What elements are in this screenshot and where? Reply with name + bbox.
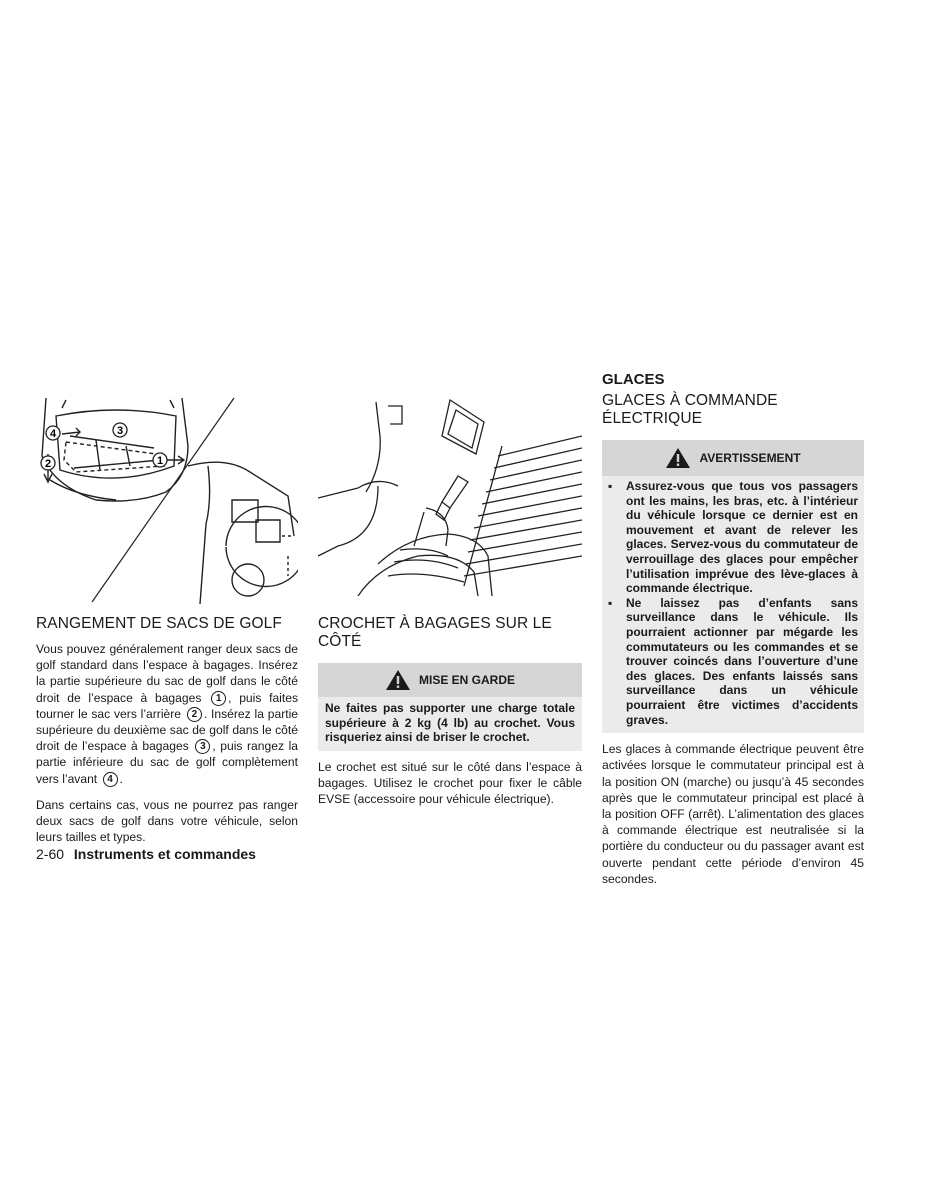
luggage-hook-paragraph: Le crochet est situé sur le côté dans l’espace à bagages. Utilisez le crochet pour fixer le câble EVSE (accessoire pour véhicule électrique). [318, 759, 582, 807]
golf-bag-illustration [36, 396, 298, 604]
windows-heading: GLACES [602, 371, 665, 388]
marker-4: 4 [103, 772, 118, 787]
warning-icon [665, 447, 691, 469]
power-windows-paragraph: Les glaces à commande électrique peuvent être activées lorsque le commutateur principal est à la position ON (marche) ou jusqu’à 45 secondes après que le commutateur principal est placé à la position OFF (arrêt). L’alimentation des glaces à commande électrique est neutralisée si la portière du conducteur ou du passager avant est ouverte pendant cette période d’environ 45 secondes. [602, 742, 864, 886]
warning-item: ▪ Assurez-vous que tous vos passagers ont les mains, les bras, etc. à l’intérieur du véhicule lorsque ce dernier est en mouvement et avant de relever les glaces. Servez-vous du commutateur de verrouillage des glaces pour empêcher l’utilisation imprévue des lève-glaces à commande électrique. [608, 479, 858, 596]
luggage-hook-heading: CROCHET À BAGAGES SUR LE CÔTÉ [318, 615, 552, 650]
illus-label-4: 4 [49, 428, 57, 440]
golf-storage-paragraph: Vous pouvez généralement ranger deux sacs de golf standard dans l’espace à bagages. Insérez la partie supérieure du sac de golf dans le côté droit de l’espace à bagages 1 , puis faites tourner le sac vers l’arrière 2 . Insérez la partie supérieure du deuxième sac de golf dans le côté droit de l’espace à bagages 3 , puis rangez la partie inférieure du sac de golf complètement vers l’avant 4 . [36, 642, 299, 786]
golf-storage-heading: RANGEMENT DE SACS DE GOLF [36, 615, 282, 632]
page-number: 2-60 [36, 846, 65, 862]
marker-1: 1 [211, 691, 226, 706]
warning-title: AVERTISSEMENT [699, 451, 801, 465]
caution-box [318, 663, 582, 751]
illus-label-3: 3 [116, 425, 124, 437]
power-windows-heading: GLACES À COMMANDE ÉLECTRIQUE [602, 392, 778, 427]
page-footer [36, 846, 256, 862]
caution-title: MISE EN GARDE [418, 673, 515, 687]
illus-label-2: 2 [44, 458, 52, 470]
luggage-hook-illustration [318, 396, 582, 596]
footer-section-title: Instruments et commandes [73, 846, 256, 862]
marker-2: 2 [187, 707, 202, 722]
illus-label-1: 1 [156, 455, 164, 467]
marker-3: 3 [195, 739, 210, 754]
warning-box [602, 440, 864, 733]
caution-icon [385, 669, 411, 691]
golf-storage-note: Dans certains cas, vous ne pourrez pas ranger deux sacs de golf dans votre véhicule, selon leurs tailles et types. [36, 797, 298, 845]
warning-item: ▪ Ne laissez pas d’enfants sans surveillance dans le véhicule. Ils pourraient actionner par mégarde les commutateurs ou les commandes et se trouver coincés dans l’ouverture d’une des glaces. Des enfants laissés sans surveillance dans un véhicule pourraient être victimes d’accidents graves. [608, 595, 858, 727]
caution-text: Ne faites pas supporter une charge totale supérieure à 2 kg (4 lb) au crochet. Vous risqueriez ainsi de briser le crochet. [318, 697, 582, 751]
